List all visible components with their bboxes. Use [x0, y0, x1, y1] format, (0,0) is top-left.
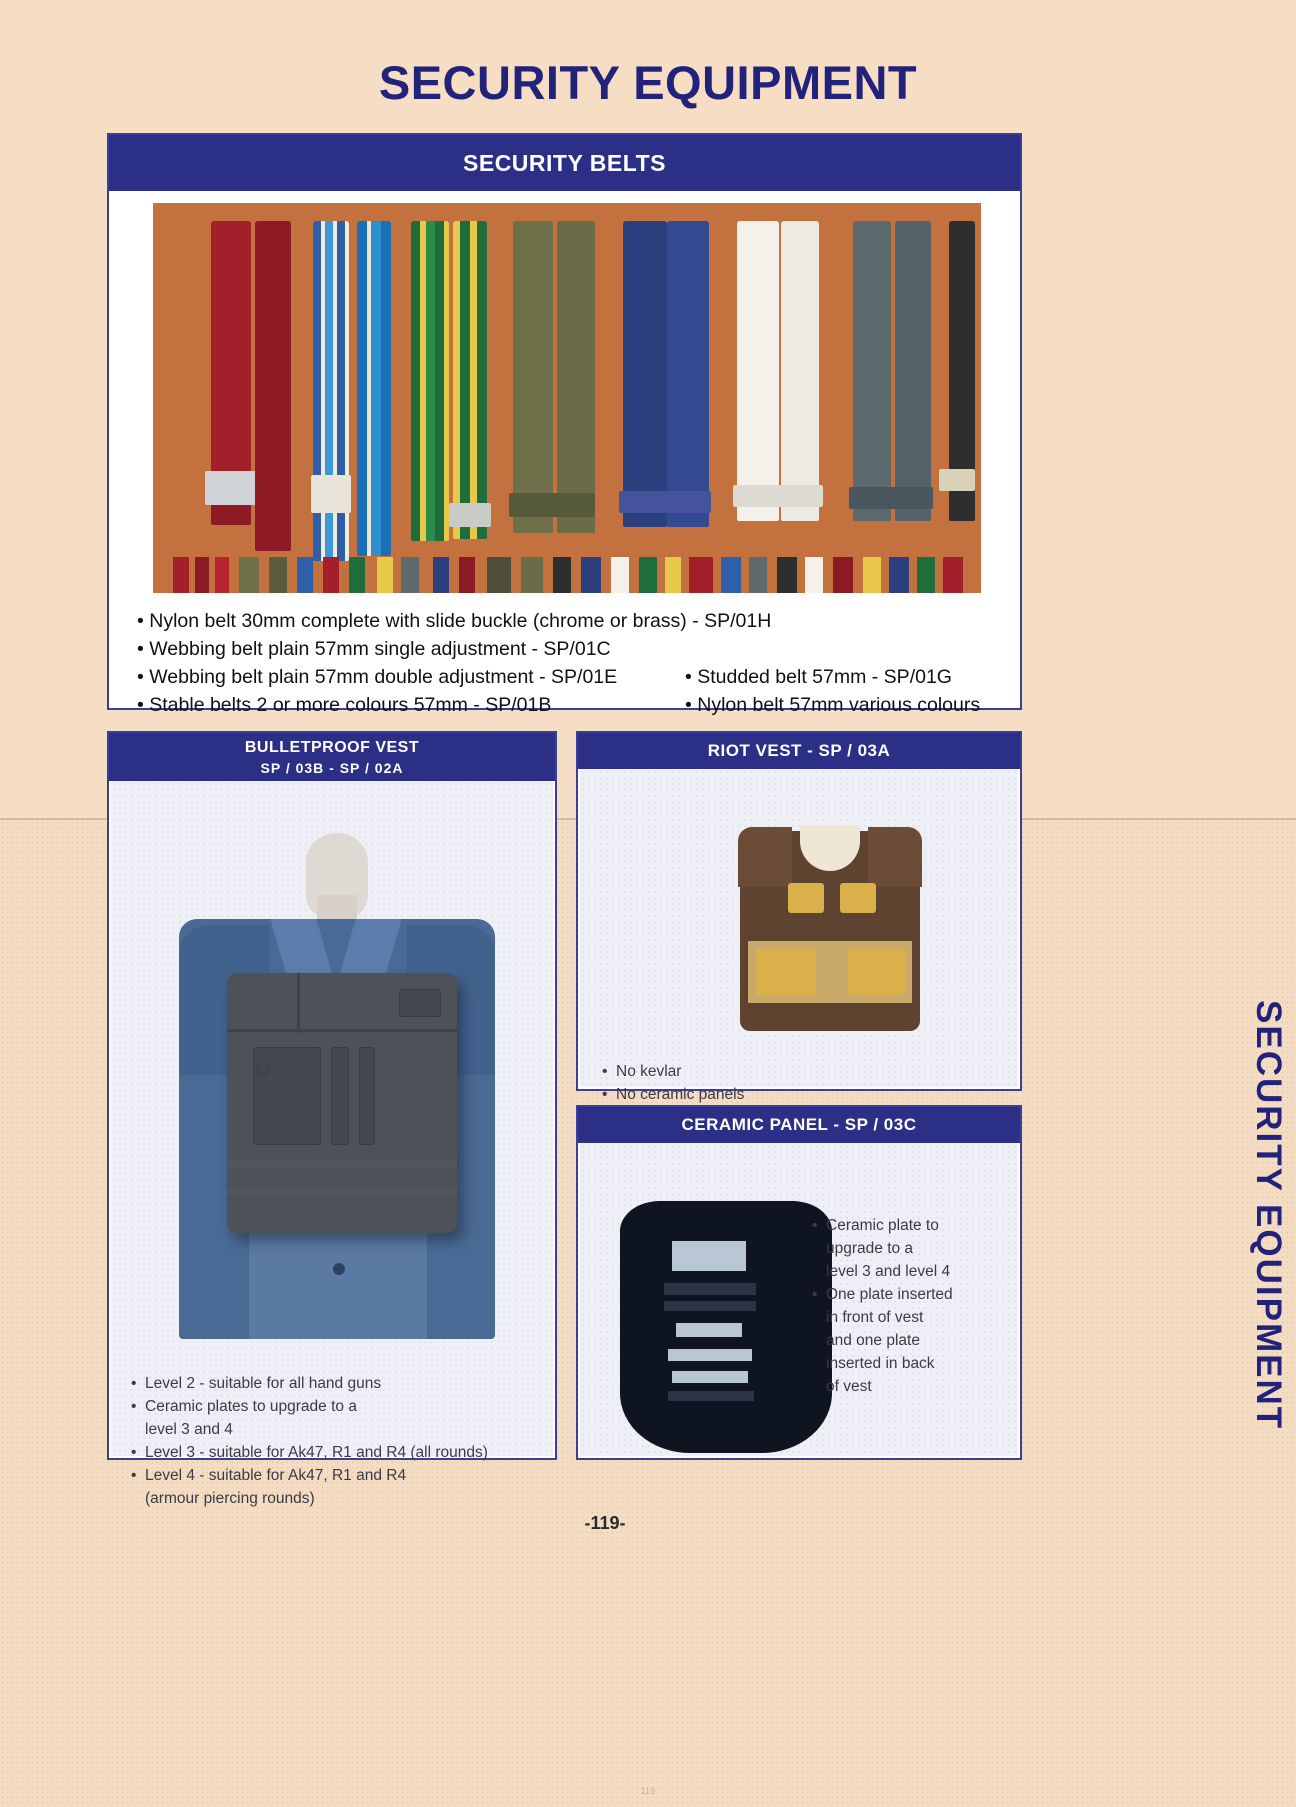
bulletproof-vest-body — [111, 781, 553, 1507]
riot-vest-bullet-list — [602, 1061, 982, 1107]
belt-spec-left-1: • Nylon belt 30mm complete with slide buckle (chrome or brass) - SP/01H — [137, 610, 772, 632]
belt-spec-row — [137, 663, 997, 691]
side-section-title: SECURITY EQUIPMENT — [1249, 1000, 1288, 1431]
list-item: level 3 and 4 — [145, 1421, 233, 1438]
ceramic-panel-header: CERAMIC PANEL - SP / 03C — [578, 1107, 1020, 1143]
ceramic-plate — [620, 1201, 832, 1453]
belt-spec-row — [137, 607, 997, 635]
bulletproof-vest — [227, 973, 457, 1233]
belt-spec-left-4: • Stable belts 2 or more colours 57mm - SP/01B — [137, 694, 552, 716]
list-item: in front of vest — [826, 1309, 924, 1326]
page-number: -119- — [584, 1513, 626, 1533]
list-item: • Level 3 - suitable for Ak47, R1 and R4 (all rounds) — [131, 1442, 541, 1464]
list-item: of vest — [826, 1378, 872, 1395]
ceramic-panel-body — [580, 1143, 1018, 1456]
list-item: • Ceramic plate to — [812, 1215, 1012, 1237]
bulletproof-vest-bullet-list — [131, 1373, 541, 1511]
list-item: inserted in back — [826, 1355, 935, 1372]
security-belts-header: SECURITY BELTS — [109, 135, 1020, 191]
belt-spec-row — [137, 635, 997, 663]
list-item: level 3 and level 4 — [826, 1263, 951, 1280]
belt-spec-left-2: • Webbing belt plain 57mm single adjustment - SP/01C — [137, 638, 611, 660]
page-title: SECURITY EQUIPMENT — [378, 56, 918, 109]
shirt-button — [333, 1263, 345, 1275]
belt-spec-left-3: • Webbing belt plain 57mm double adjustment - SP/01E — [137, 666, 618, 688]
list-item: and one plate — [826, 1332, 920, 1349]
riot-vest-panel — [576, 731, 1022, 1103]
riot-vest-shoulder-right — [868, 827, 922, 887]
security-belts-panel — [107, 133, 1022, 716]
footer-page-marker: 119 — [640, 1786, 656, 1796]
security-belts-spec-list — [137, 607, 997, 719]
bulletproof-vest-code: SP / 03B - SP / 02A — [260, 760, 404, 776]
list-item: • No kevlar — [602, 1061, 982, 1083]
belt-spec-right-3: • Studded belt 57mm - SP/01G — [685, 666, 952, 688]
belt-spec-row — [137, 691, 997, 719]
ceramic-plate-image — [620, 1201, 840, 1461]
list-item: (armour piercing rounds) — [145, 1490, 315, 1507]
bulletproof-vest-image — [131, 833, 541, 1353]
bulletproof-vest-title: BULLETPROOF VEST — [244, 739, 420, 756]
list-item: • One plate inserted — [812, 1284, 1012, 1306]
list-item: • Ceramic plates to upgrade to a — [131, 1396, 541, 1418]
riot-vest-header: RIOT VEST - SP / 03A — [578, 733, 1020, 769]
riot-vest-shoulder-left — [738, 827, 792, 887]
riot-vest-body — [580, 769, 1018, 1103]
bulletproof-vest-header — [109, 733, 555, 781]
list-item: • No ceramic panels — [602, 1084, 982, 1106]
ceramic-panel-bullet-list — [812, 1215, 1012, 1399]
bulletproof-vest-panel — [107, 731, 557, 1507]
belt-colour-swatches — [153, 553, 981, 593]
list-item: • Level 4 - suitable for Ak47, R1 and R4 — [131, 1465, 541, 1487]
security-belts-photo — [153, 203, 981, 593]
riot-vest-image — [730, 821, 930, 1041]
ceramic-panel-panel — [576, 1105, 1022, 1460]
list-item: upgrade to a — [826, 1240, 914, 1257]
belt-spec-right-4: • Nylon belt 57mm various colours — [685, 694, 981, 716]
list-item: • Level 2 - suitable for all hand guns — [131, 1373, 541, 1395]
